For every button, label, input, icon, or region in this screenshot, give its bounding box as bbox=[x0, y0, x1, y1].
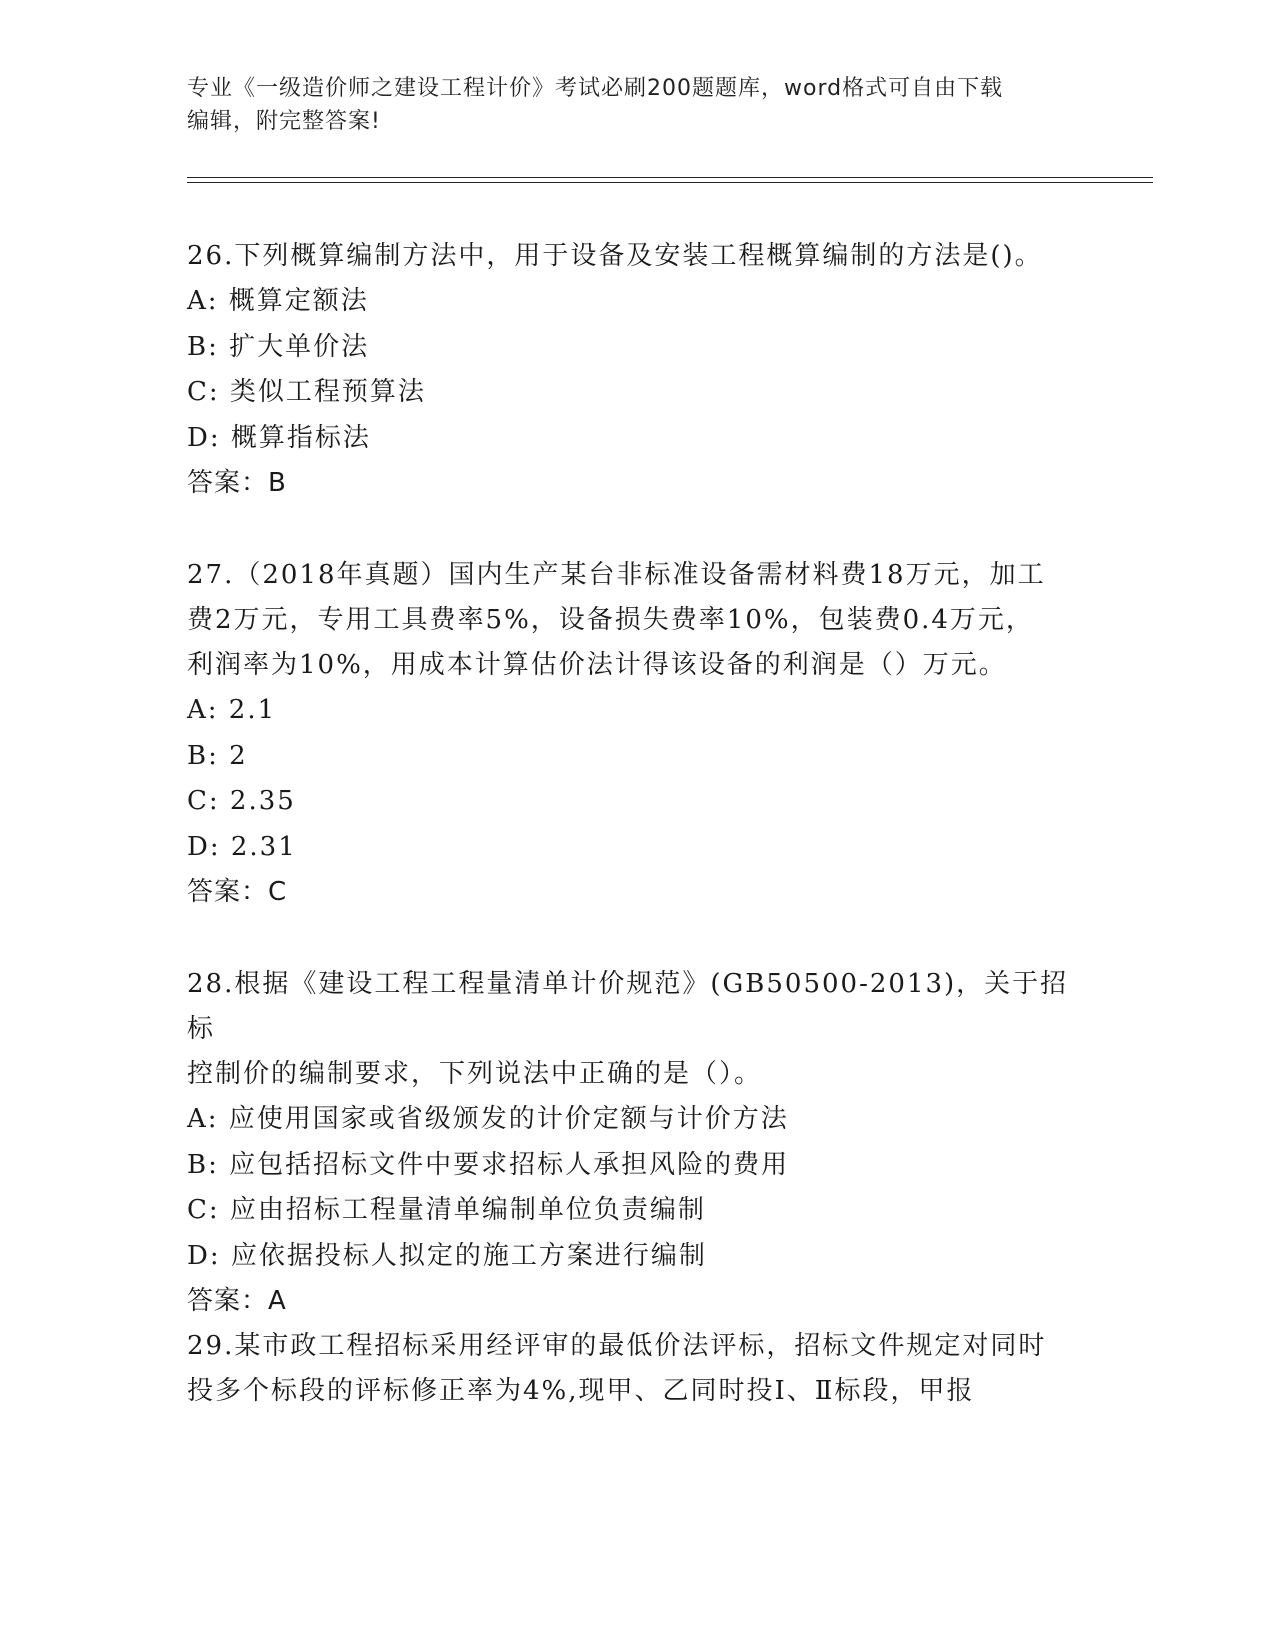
option-d: D: 概算指标法 bbox=[187, 422, 371, 453]
option-c: C: 应由招标工程量清单编制单位负责编制 bbox=[187, 1195, 706, 1225]
option-b: B: 扩大单价法 bbox=[187, 331, 370, 362]
question-stem: 28.根据《建设工程工程量清单计价规范》(GB50500-2013)，关于招标 bbox=[187, 969, 1069, 1044]
option-c: C: 类似工程预算法 bbox=[187, 377, 426, 407]
question-26 bbox=[187, 234, 1087, 506]
option-b: B: 2 bbox=[187, 740, 248, 771]
answer: 答案：C bbox=[187, 877, 288, 907]
question-stem: 控制价的编制要求，下列说法中正确的是（）。 bbox=[187, 1059, 763, 1089]
document-header bbox=[187, 72, 1067, 138]
question-28 bbox=[187, 962, 1087, 1324]
answer: 答案：B bbox=[187, 468, 287, 498]
question-stem: 投多个标段的评标修正率为4%,现甲、乙同时投Ⅰ、Ⅱ标段，甲报 bbox=[187, 1376, 975, 1406]
option-b: B: 应包括招标文件中要求招标人承担风险的费用 bbox=[187, 1149, 790, 1180]
header-divider-top bbox=[187, 177, 1153, 178]
question-27 bbox=[187, 553, 1087, 915]
header-line-2: 编辑，附完整答案! bbox=[187, 109, 381, 134]
option-a: A: 概算定额法 bbox=[187, 286, 369, 316]
question-stem: 26.下列概算编制方法中，用于设备及安装工程概算编制的方法是()。 bbox=[187, 241, 1043, 271]
question-stem: 利润率为10%，用成本计算估价法计得该设备的利润是（）万元。 bbox=[187, 650, 1007, 680]
question-29 bbox=[187, 1324, 1087, 1414]
question-stem: 27.（2018年真题）国内生产某台非标准设备需材料费18万元，加工 bbox=[187, 560, 1046, 590]
header-line-1: 专业《一级造价师之建设工程计价》考试必刷200题题库，word格式可自由下载 bbox=[187, 76, 1004, 101]
header-divider-bottom bbox=[187, 182, 1153, 183]
option-a: A: 应使用国家或省级颁发的计价定额与计价方法 bbox=[187, 1104, 789, 1134]
option-d: D: 应依据投标人拟定的施工方案进行编制 bbox=[187, 1240, 707, 1271]
option-d: D: 2.31 bbox=[187, 831, 297, 862]
option-a: A: 2.1 bbox=[187, 695, 277, 725]
question-stem: 费2万元，专用工具费率5%，设备损失费率10%，包装费0.4万元， bbox=[187, 605, 1034, 635]
question-stem: 29.某市政工程招标采用经评审的最低价法评标，招标文件规定对同时 bbox=[187, 1331, 1047, 1361]
answer: 答案：A bbox=[187, 1286, 287, 1316]
option-c: C: 2.35 bbox=[187, 786, 296, 816]
